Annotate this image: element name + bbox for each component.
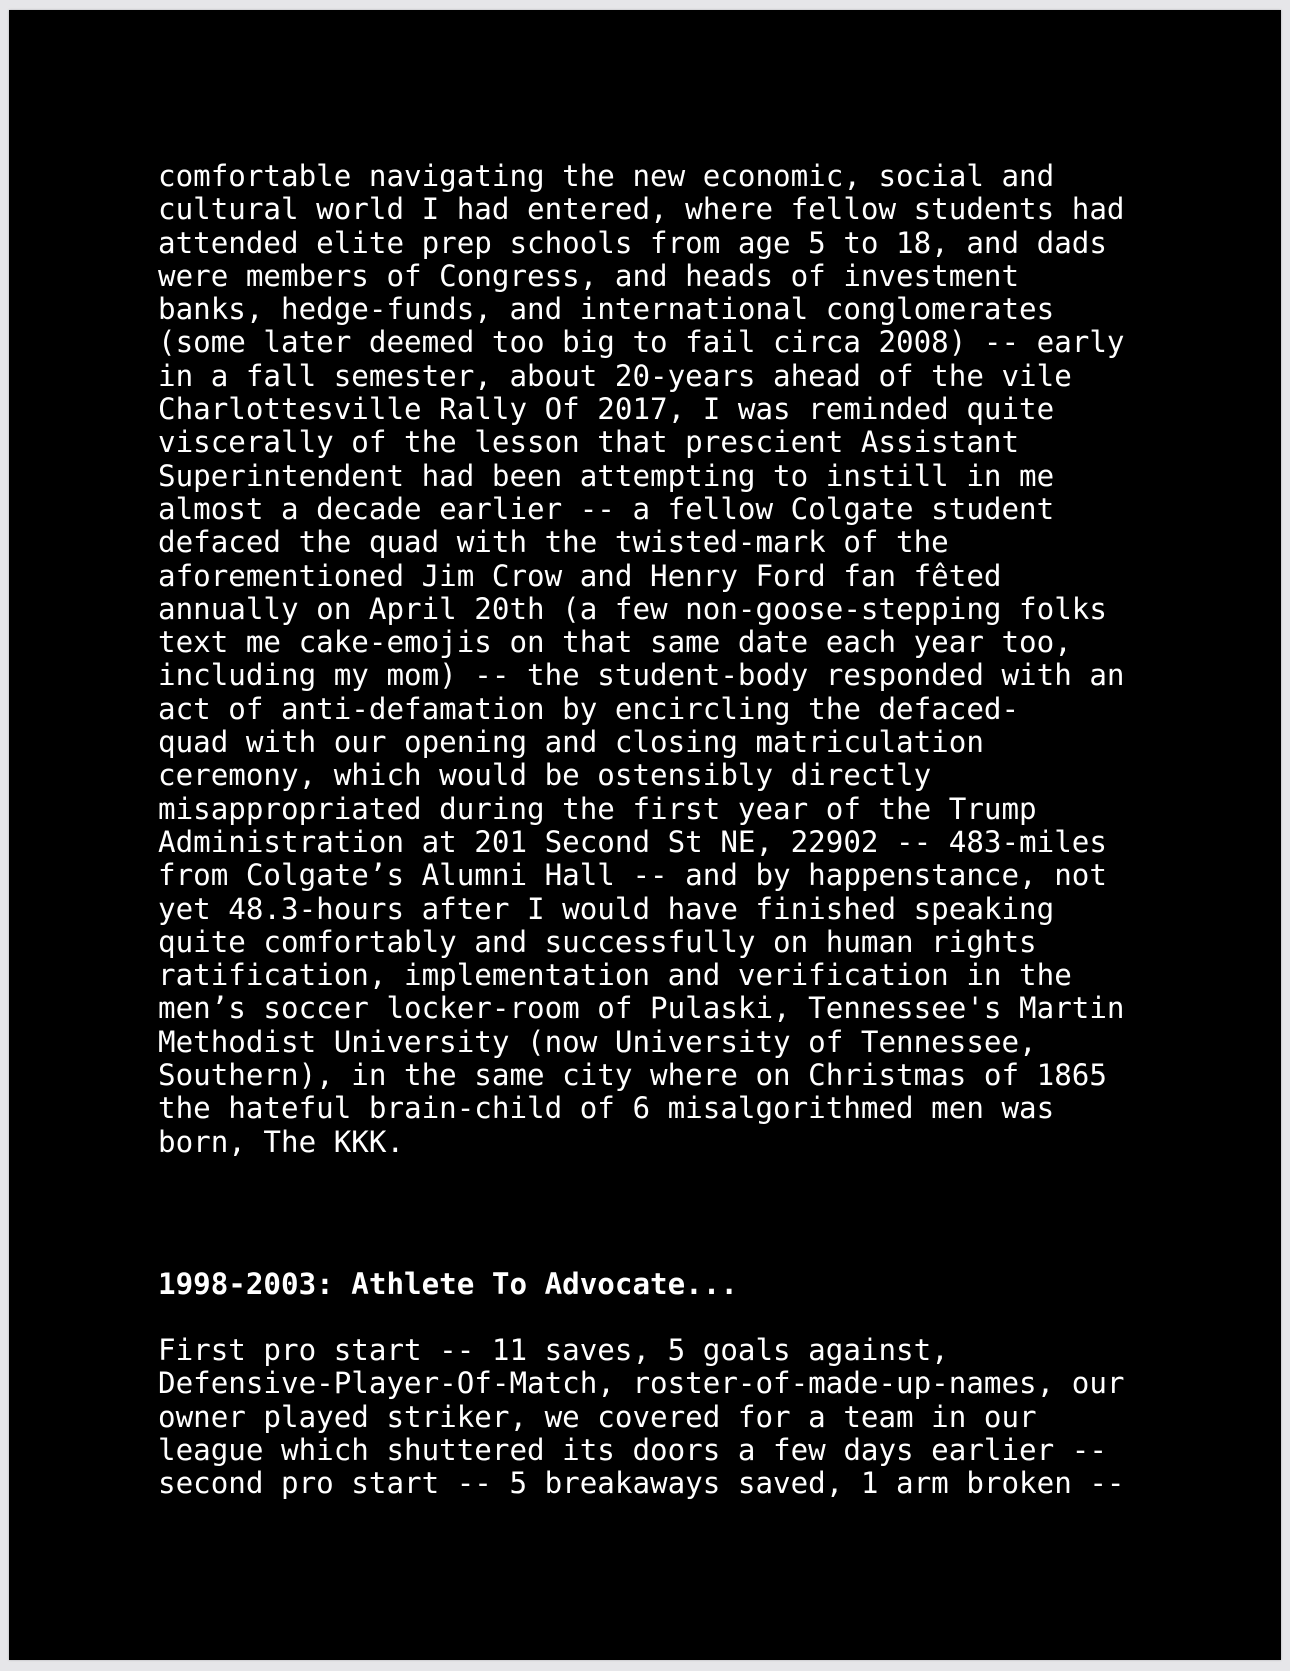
document-page [9,10,1281,1660]
body-paragraph: First pro start -- 11 saves, 5 goals against, Defensive-Player-Of-Match, roster-of-made-up-names, our owner played striker, we covered for a team in our league which shuttered its doors a few days earlier -- second pro start -- 5 breakaways saved, 1 arm broken -- [158,1333,1125,1501]
body-paragraph: comfortable navigating the new economic, social and cultural world I had entered, where fellow students had attended elite prep schools from age 5 to 18, and dads were members of Congress, and heads of investment banks, hedge-funds, and international conglomerates (some later deemed too big to fail circa 2008) -- early in a fall semester, about 20-years ahead of the vile Charlottesville Rally Of 2017, I was reminded quite viscerally of the lesson that prescient Assistant Superintendent had been attempting to instill in me almost a decade earlier -- a fellow Colgate student defaced the quad with the twisted-mark of the aforementioned Jim Crow and Henry Ford fan fêted annually on April 20th (a few non-goose-stepping folks text me cake-emojis on that same date each year too, including my mom) -- the student-body responded with an act of anti-defamation by encircling the defaced- quad with our opening and closing matriculation ceremony, which would be ostensibly directly misappropriated during the first year of the Trump Administration at 201 Second St NE, 22902 -- 483-miles from Colgate’s Alumni Hall -- and by happenstance, not yet 48.3-hours after I would have finished speaking quite comfortably and successfully on human rights ratification, implementation and verification in the men’s soccer locker-room of Pulaski, Tennessee's Martin Methodist University (now University of Tennessee, Southern), in the same city where on Christmas of 1865 the hateful brain-child of 6 misalgorithmed men was born, The KKK. [158,159,1125,1159]
section-heading: 1998-2003: Athlete To Advocate... [158,1267,738,1301]
